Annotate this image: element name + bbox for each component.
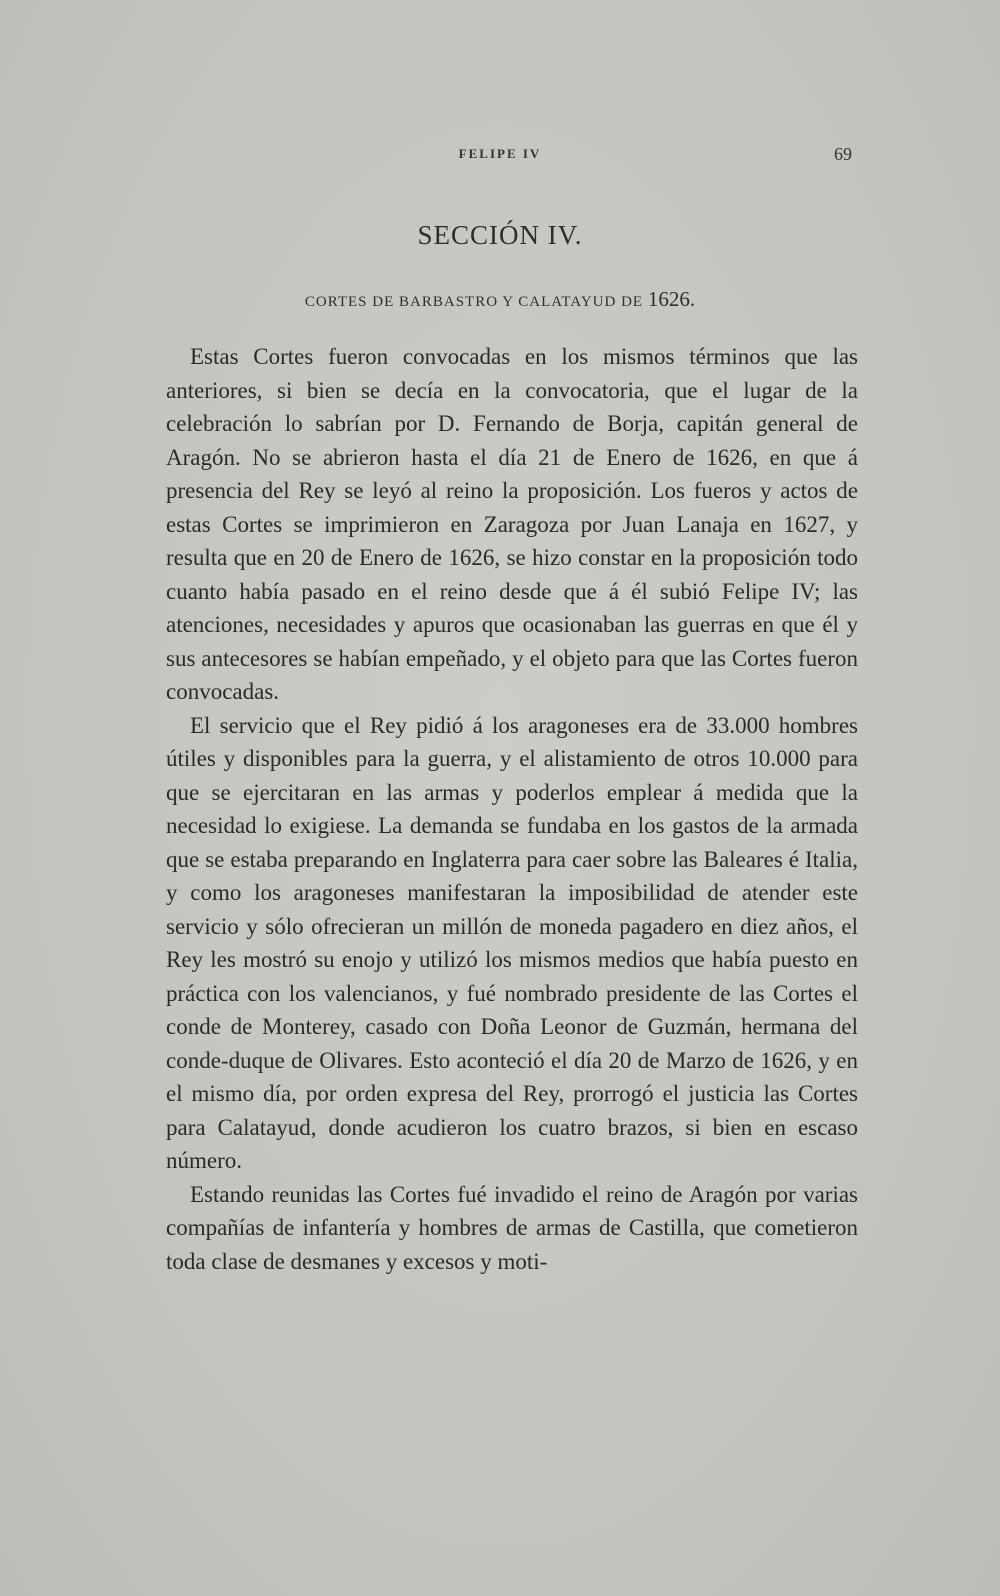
paragraph: Estando reunidas las Cortes fué invadido el reino de Aragón por varias compañías de infantería y hombres de armas de Castilla, que cometieron toda clase de desmanes y excesos y moti- bbox=[166, 1181, 858, 1274]
page-number: 69 bbox=[834, 144, 852, 164]
section-subtitle-text: CORTES DE BARBASTRO Y CALATAYUD DE bbox=[304, 294, 644, 310]
section-title: SECCIÓN IV. bbox=[417, 220, 583, 250]
running-title: FELIPE IV bbox=[458, 146, 542, 161]
body-text bbox=[166, 340, 858, 1278]
section-subtitle bbox=[0, 287, 1000, 312]
section-subtitle-year: 1626. bbox=[647, 287, 696, 311]
paragraph: El servicio que el Rey pidió á los aragoneses era de 33.000 hombres útiles y disponibles para la guerra, y el alistamiento de otros 10.000 para que se ejercitaran en las armas y poderlos emplear á medida que la necesidad lo exigiese. La demanda se fundaba en los gastos de la armada que se estaba preparando en Inglaterra para caer sobre las Baleares é Italia, y como los aragoneses manifestaran la imposibilidad de atender este servicio y sólo ofrecieran un millón de moneda pagadero en diez años, el Rey les mostró su enojo y utilizó los mismos medios que había puesto en práctica con los valencianos, y fué nombrado presidente de las Cortes el conde de Monterey, casado con Doña Leonor de Guzmán, hermana del conde-duque de Olivares. Esto aconteció el día 20 de Marzo de 1626, y en el mismo día, por orden expresa del Rey, prorrogó el justicia las Cortes para Calatayud, donde acudieron los cuatro brazos, si bien en escaso número. bbox=[166, 712, 858, 1173]
paragraph: Estas Cortes fueron convocadas en los mismos términos que las anteriores, si bien se decía en la convocatoria, que el lugar de la celebración lo sabrían por D. Fernando de Borja, capitán general de Aragón. No se abrieron hasta el día 21 de Enero de 1626, en que á presencia del Rey se leyó al reino la proposición. Los fueros y actos de estas Cortes se imprimieron en Zaragoza por Juan Lanaja en 1627, y resulta que en 20 de Enero de 1626, se hizo constar en la proposición todo cuanto había pasado en el reino desde que á él subió Felipe IV; las atenciones, necesidades y apuros que ocasionaban las guerras en que él y sus antecesores se habían empeñado, y el objeto para que las Cortes fueron convocadas. bbox=[166, 344, 858, 704]
running-header bbox=[0, 146, 1000, 170]
